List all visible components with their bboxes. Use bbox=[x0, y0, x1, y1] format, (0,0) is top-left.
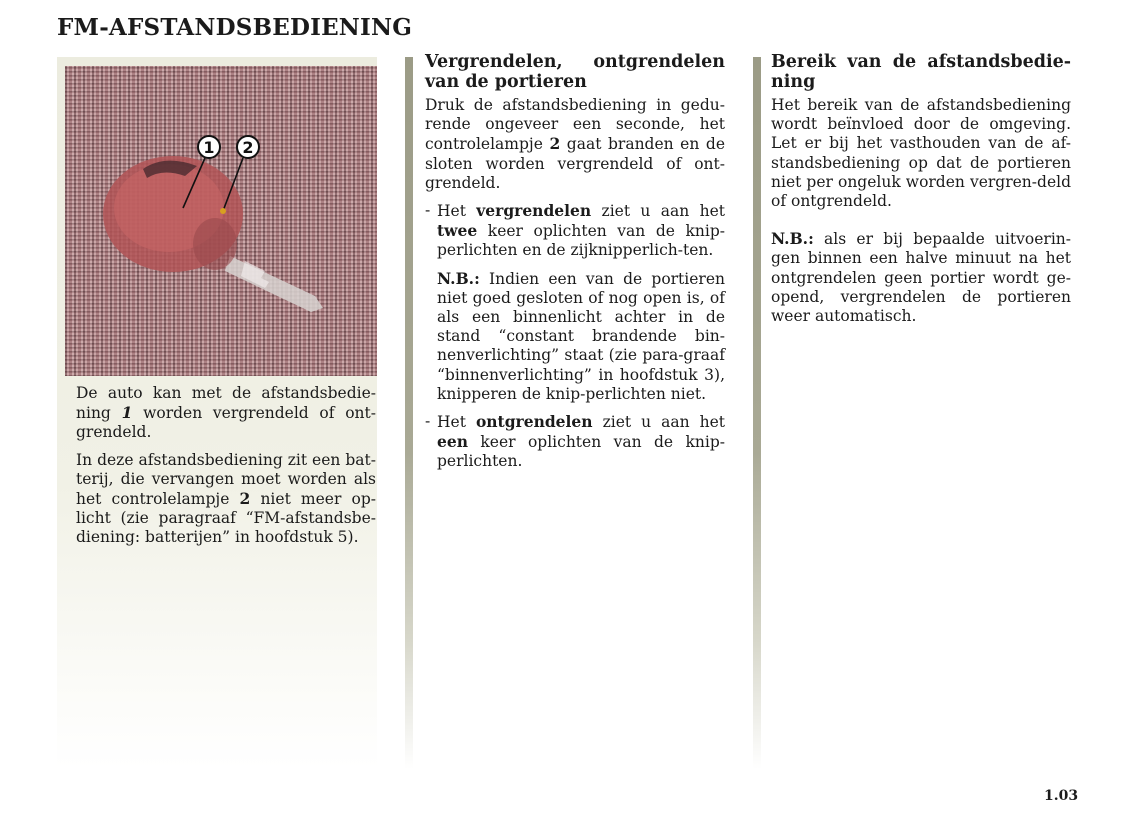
range-note-paragraph: N.B.: als er bij bepaalde uitvoerin-gen binnen een halve minuut na het ontgrendelen geen portier wordt ge-opend, vergrendelen de portieren weer automatisch. bbox=[771, 229, 1071, 326]
locking-paragraph: Druk de afstandsbediening in gedu-rende ongeveer een seconde, het controlelampje 2 gaat branden en de sloten worden vergrendeld of ont-grendeld. bbox=[425, 96, 725, 192]
svg-text:1: 1 bbox=[203, 138, 215, 157]
note-paragraph: N.B.: Indien een van de portieren niet goed gesloten of nog open is, of als een binnenlicht achter in de stand “constant brandende bin-nenverlichting” staat (zie para-graaf “binnenverlichting” in hoofdstuk 3), knipperen de knip-perlichten niet. bbox=[437, 268, 725, 403]
svg-text:2: 2 bbox=[242, 138, 254, 157]
battery-paragraph: In deze afstandsbediening zit een bat-terij, die vervangen moet worden als het controlelampje 2 niet meer op-licht (zie paragraaf “FM-afstandsbe-diening: batterijen” in hoofdstuk 5). bbox=[76, 450, 376, 547]
callout-2 bbox=[237, 136, 259, 158]
column-1 bbox=[76, 384, 376, 556]
list-item-unlock: - Het ontgrendelen ziet u aan het een keer oplichten van de knip-perlichten. bbox=[425, 412, 725, 471]
page-number: 1.03 bbox=[1044, 788, 1079, 804]
remote-key-photo bbox=[65, 66, 377, 376]
section-heading-locking: Vergrendelen, ontgrendelen van de portieren bbox=[425, 52, 725, 92]
remote-fob bbox=[103, 156, 243, 272]
page-title: FM-AFSTANDSBEDIENING bbox=[57, 14, 413, 41]
callout-1 bbox=[198, 136, 220, 158]
intro-paragraph: De auto kan met de afstandsbedie-ning 1 worden vergrendeld of ont-grendeld. bbox=[76, 384, 376, 442]
range-paragraph: Het bereik van de afstandsbediening wordt beïnvloed door de omgeving. Let er bij het vasthouden van de af-standsbediening op dat de portieren niet per ongeluk worden vergren-deld of ontgrendeld. bbox=[771, 96, 1071, 211]
key-blade bbox=[225, 256, 323, 312]
section-heading-range: Bereik van de afstandsbedie-ning bbox=[771, 52, 1071, 92]
remote-key-illustration bbox=[65, 66, 377, 376]
indicator-lamp-icon bbox=[220, 208, 226, 214]
column-3-rule bbox=[753, 57, 761, 769]
column-3 bbox=[771, 52, 1071, 334]
column-2 bbox=[425, 52, 725, 480]
list-item-lock: - Het vergrendelen ziet u aan het twee keer oplichten van de knip-perlichten en de zijknipperlich-ten. bbox=[425, 201, 725, 260]
column-2-rule bbox=[405, 57, 413, 769]
